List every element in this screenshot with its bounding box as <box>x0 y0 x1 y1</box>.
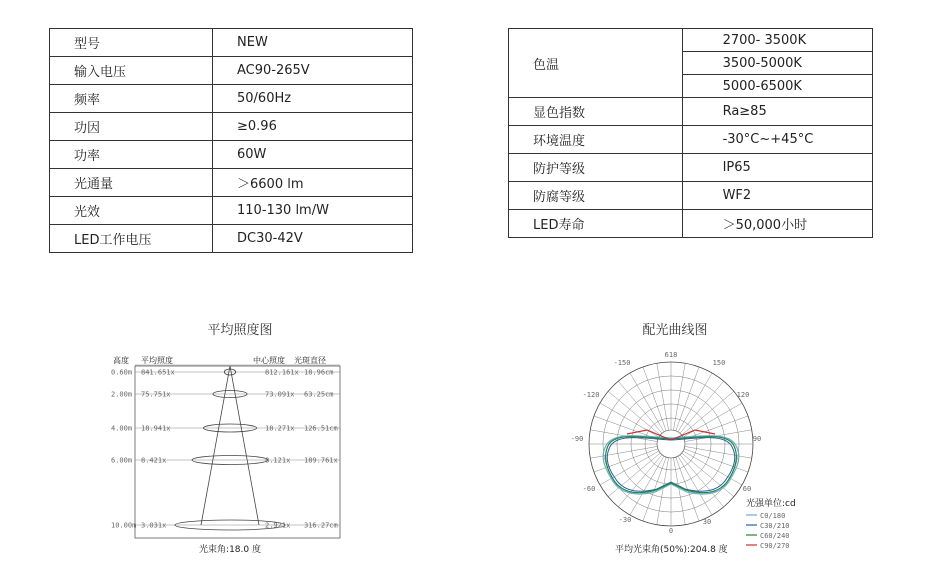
spec-label: 频率 <box>50 85 213 113</box>
polar-chart-title: 配光曲线图 <box>642 323 708 338</box>
spec-value: 60W <box>213 141 413 169</box>
legend-label: C60/240 <box>760 532 790 540</box>
spec-row <box>50 113 413 141</box>
spec-value: ＞50,000小时 <box>682 210 872 238</box>
polar-angle-label: 30 <box>702 518 712 526</box>
spec-label: 输入电压 <box>50 57 213 85</box>
polar-angle-label: -150 <box>613 359 631 367</box>
spec-row <box>50 57 413 85</box>
legend-item <box>746 522 790 530</box>
spec-row <box>509 182 873 210</box>
spec-row <box>509 126 873 154</box>
spec-value: 50/60Hz <box>213 85 413 113</box>
polar-angle-label: -30 <box>618 516 632 524</box>
spec-row <box>509 98 873 126</box>
polar-angle-label: 0 <box>668 527 674 535</box>
polar-max-value: 618 <box>664 351 678 359</box>
row-height: 0.60m <box>111 368 133 377</box>
header-center: 中心照度 <box>253 356 285 365</box>
row-center: 2.921x <box>265 521 291 530</box>
spec-row <box>509 210 873 238</box>
legend-item <box>746 542 790 550</box>
row-center: 18.271x <box>265 424 295 433</box>
spec-value: -30°C~+45°C <box>682 126 872 154</box>
spec-label: 光通量 <box>50 169 213 197</box>
row-avg: 841.651x <box>141 368 175 377</box>
spec-row <box>50 169 413 197</box>
legend-item <box>746 512 785 520</box>
spec-row <box>50 85 413 113</box>
spec-label: LED工作电压 <box>50 225 213 253</box>
legend-label: C30/210 <box>760 522 790 530</box>
polar-angle-label: -60 <box>582 485 596 493</box>
row-avg: 3.031x <box>141 521 167 530</box>
polar-angle-label: 120 <box>736 391 750 399</box>
row-diameter: 316.27cm <box>304 521 338 530</box>
color-temp-value-3: 5000-6500K <box>682 75 872 98</box>
color-temp-label: 色温 <box>509 29 683 98</box>
row-avg: 75.751x <box>141 390 171 399</box>
spec-value: DC30-42V <box>213 225 413 253</box>
polar-angle-label: 90 <box>752 435 762 443</box>
row-height: 6.00m <box>111 456 133 465</box>
legend-label: C0/180 <box>760 512 786 520</box>
spec-value: ＞6600 lm <box>213 169 413 197</box>
spec-row <box>50 141 413 169</box>
spec-value: 110-130 lm/W <box>213 197 413 225</box>
row-center: 8.121x <box>265 456 291 465</box>
spec-label: 环境温度 <box>509 126 683 154</box>
spec-label: LED寿命 <box>509 210 683 238</box>
row-height: 10.00m <box>111 521 137 530</box>
row-diameter: 126.51cm <box>304 424 338 433</box>
spec-value: NEW <box>213 29 413 57</box>
polar-chart <box>570 348 810 560</box>
row-center: 812.161x <box>265 368 299 377</box>
illuminance-row <box>111 456 340 465</box>
header-height: 高度 <box>113 356 129 365</box>
polar-angle-label: 60 <box>742 485 752 493</box>
color-temp-value-2: 3500-5000K <box>682 52 872 75</box>
spec-table-right <box>508 28 873 238</box>
polar-legend <box>746 512 790 550</box>
spec-row <box>50 197 413 225</box>
row-diameter: 189.761x <box>304 456 338 465</box>
header-avg: 平均照度 <box>141 356 173 365</box>
polar-angle-label: -90 <box>570 435 584 443</box>
row-height: 4.00m <box>111 424 133 433</box>
illuminance-row <box>111 424 340 433</box>
row-avg: 8.421x <box>141 456 167 465</box>
illuminance-beam-angle: 光束角:18.0 度 <box>199 545 261 555</box>
spec-label: 光效 <box>50 197 213 225</box>
legend-label: C90/270 <box>760 542 790 550</box>
illuminance-chart <box>105 348 350 560</box>
spec-label: 防护等级 <box>509 154 683 182</box>
spec-label: 防腐等级 <box>509 182 683 210</box>
illuminance-headers <box>113 355 326 365</box>
row-center: 73.091x <box>265 390 295 399</box>
spec-value: Ra≥85 <box>682 98 872 126</box>
spec-label: 功因 <box>50 113 213 141</box>
row-avg: 18.941x <box>141 424 171 433</box>
header-diameter: 光斑直径 <box>294 356 326 365</box>
spec-value: IP65 <box>682 154 872 182</box>
spec-row <box>50 225 413 253</box>
illuminance-row <box>111 369 340 377</box>
row-height: 2.00m <box>111 390 133 399</box>
polar-angle-label: -120 <box>582 391 600 399</box>
color-temp-value-1: 2700- 3500K <box>682 29 872 52</box>
polar-angle-label: 150 <box>712 359 726 367</box>
polar-beam-angle: 平均光束角(50%):204.8 度 <box>615 545 728 555</box>
illuminance-row <box>111 520 340 530</box>
spec-row <box>50 29 413 57</box>
spec-value: AC90-265V <box>213 57 413 85</box>
row-diameter: 18.96cm <box>304 368 334 377</box>
spec-table-left <box>49 28 413 253</box>
spec-label: 显色指数 <box>509 98 683 126</box>
spec-value: ≥0.96 <box>213 113 413 141</box>
row-diameter: 63.25cm <box>304 390 334 399</box>
spec-label: 功率 <box>50 141 213 169</box>
spec-value: WF2 <box>682 182 872 210</box>
legend-item <box>746 532 790 540</box>
spec-label: 型号 <box>50 29 213 57</box>
polar-unit-label: 光强单位:cd <box>746 499 796 509</box>
illuminance-chart-title: 平均照度图 <box>207 323 273 338</box>
spec-row <box>509 154 873 182</box>
